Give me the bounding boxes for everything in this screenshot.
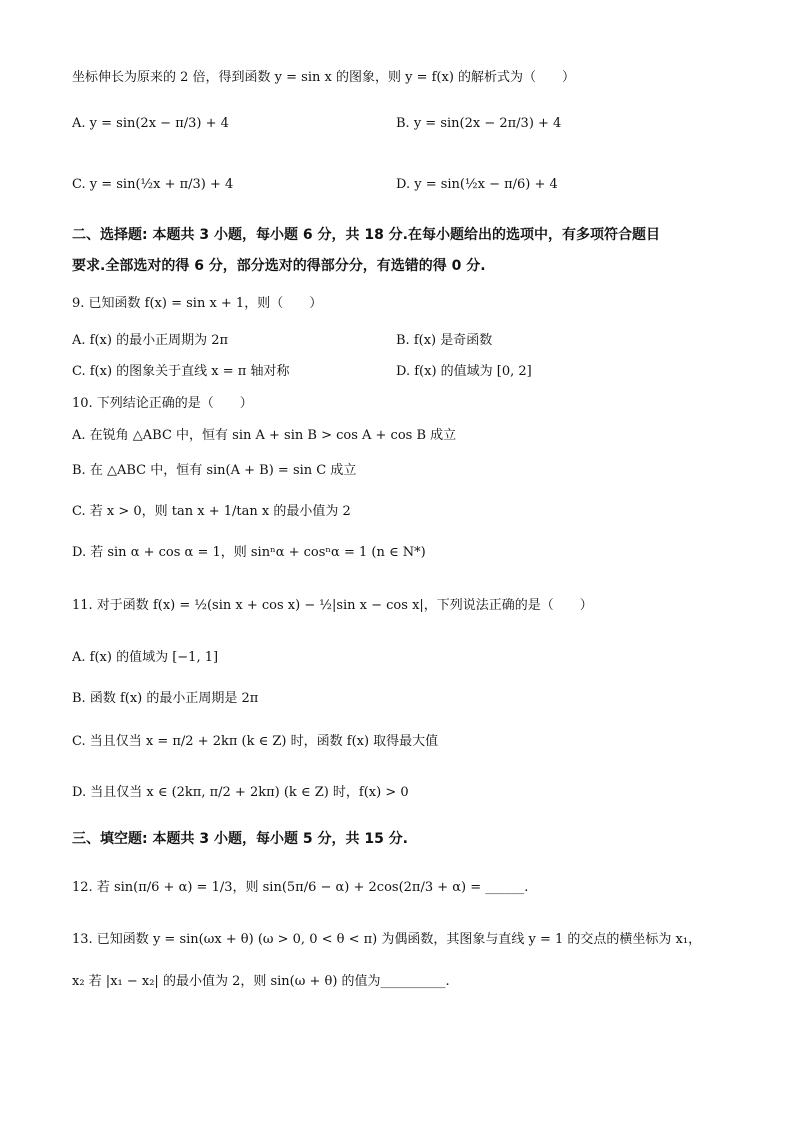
q10-stem: 10. 下列结论正确的是（ ） (72, 396, 253, 411)
q8-option-b: B. y = sin(2x − 2π/3) + 4 (396, 116, 562, 131)
section3-heading: 三、填空题: 本题共 3 小题，每小题 5 分，共 15 分. (72, 831, 408, 847)
q11-stem: 11. 对于函数 f(x) = ½(sin x + cos x) − ½|sin x − cos x|，下列说法正确的是（ ） (72, 598, 593, 613)
section2-heading-line1: 二、选择题: 本题共 3 小题，每小题 6 分，共 18 分.在每小题给出的选项中，有多项符合题目 (72, 227, 660, 243)
q11-option-d: D. 当且仅当 x ∈ (2kπ, π/2 + 2kπ) (k ∈ Z) 时，f(x) > 0 (72, 785, 409, 800)
q9-option-a: A. f(x) 的最小正周期为 2π (72, 333, 229, 348)
q10-option-c: C. 若 x > 0，则 tan x + 1/tan x 的最小值为 2 (72, 504, 351, 519)
q13-line1: 13. 已知函数 y = sin(ωx + θ) (ω > 0, 0 < θ < π) 为偶函数，其图象与直线 y = 1 的交点的横坐标为 x₁， (72, 932, 702, 947)
q9-stem: 9. 已知函数 f(x) = sin x + 1，则（ ） (72, 296, 323, 311)
q8-option-a: A. y = sin(2x − π/3) + 4 (72, 116, 229, 131)
q9-option-c: C. f(x) 的图象关于直线 x = π 轴对称 (72, 364, 290, 379)
q8-option-c: C. y = sin(½x + π/3) + 4 (72, 177, 234, 192)
section2-heading-line2: 要求.全部选对的得 6 分，部分选对的得部分分，有选错的得 0 分. (72, 258, 486, 274)
q10-option-d: D. 若 sin α + cos α = 1，则 sinⁿα + cosⁿα = 1 (n ∈ N*) (72, 545, 426, 560)
q9-option-b: B. f(x) 是奇函数 (396, 333, 493, 348)
q8-stem: 坐标伸长为原来的 2 倍，得到函数 y = sin x 的图象，则 y = f(x) 的解析式为（ ） (72, 70, 576, 85)
q10-option-a: A. 在锐角 △ABC 中，恒有 sin A + sin B > cos A + cos B 成立 (72, 428, 457, 443)
q12-stem: 12. 若 sin(π/6 + α) = 1/3，则 sin(5π/6 − α) + 2cos(2π/3 + α) = ______. (72, 880, 529, 895)
q11-option-b: B. 函数 f(x) 的最小正周期是 2π (72, 691, 259, 706)
q11-option-c: C. 当且仅当 x = π/2 + 2kπ (k ∈ Z) 时，函数 f(x) 取得最大值 (72, 734, 439, 749)
q10-option-b: B. 在 △ABC 中，恒有 sin(A + B) = sin C 成立 (72, 463, 357, 478)
q11-option-a: A. f(x) 的值域为 [−1, 1] (72, 650, 219, 665)
q8-option-d: D. y = sin(½x − π/6) + 4 (396, 177, 558, 192)
q13-line2: x₂ 若 |x₁ − x₂| 的最小值为 2，则 sin(ω + θ) 的值为__________. (72, 974, 450, 989)
q9-option-d: D. f(x) 的值域为 [0, 2] (396, 364, 532, 379)
